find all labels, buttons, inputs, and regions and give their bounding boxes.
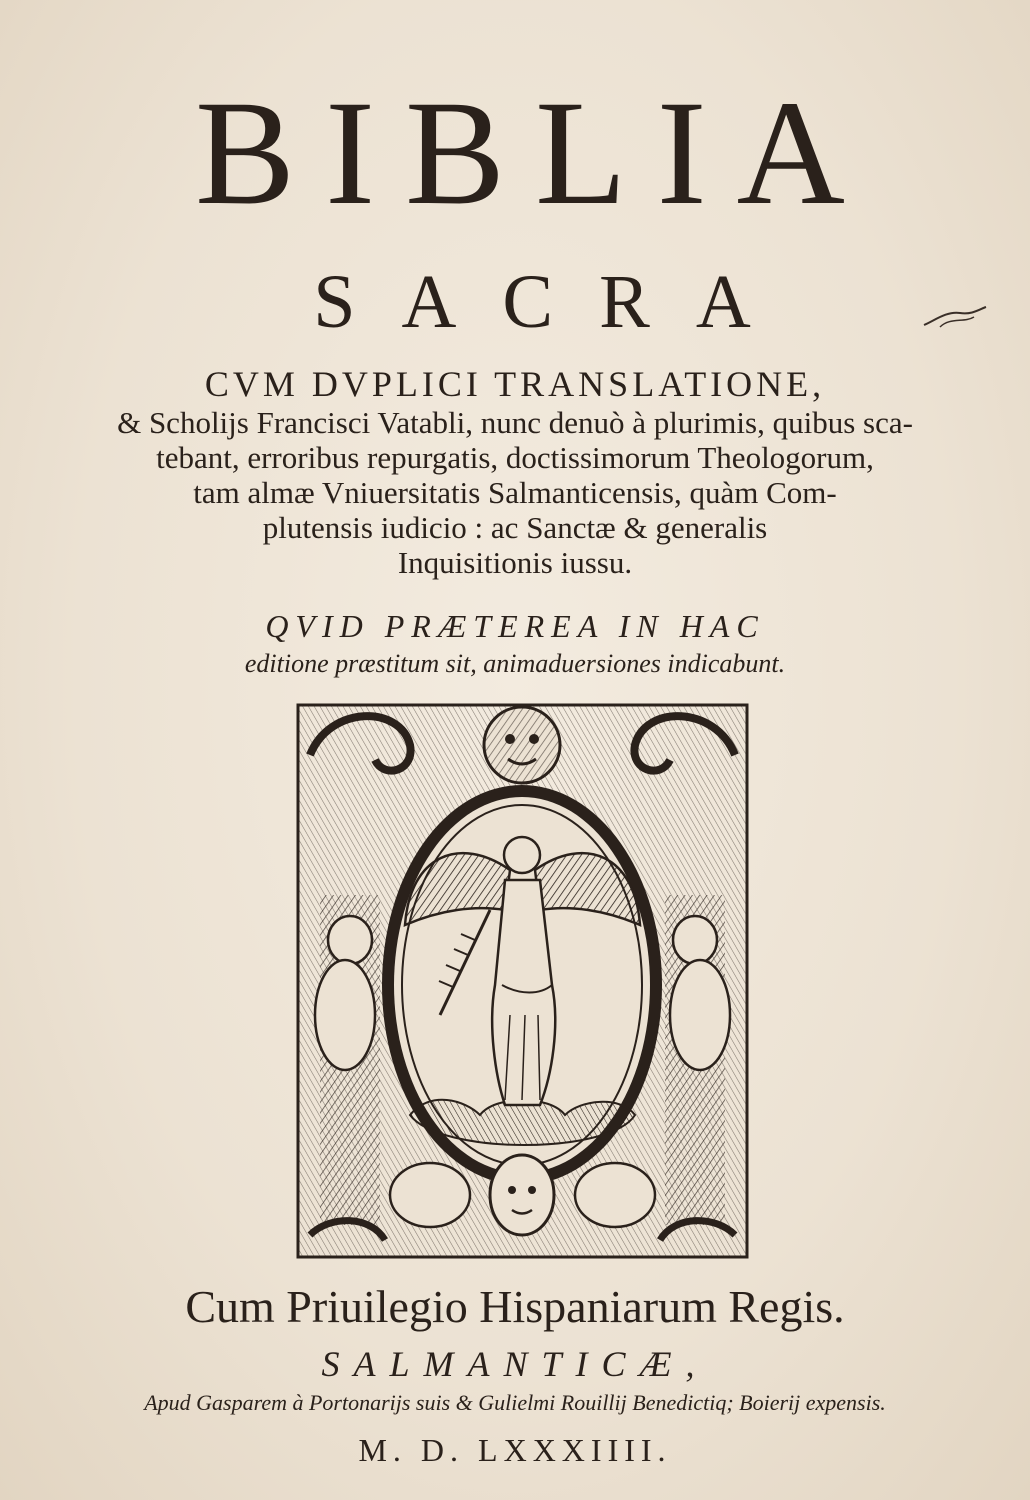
subtitle-line: tebant, erroribus repurgatis, doctissimorum Theologorum, (156, 440, 874, 475)
privilege-line: Cum Priuilegio Hispaniarum Regis. (185, 1281, 845, 1332)
edition-note-heading: QVID PRÆTEREA IN HAC (265, 608, 765, 644)
woodcut-angel-frame-icon (290, 695, 755, 1265)
place-line: SALMANTICÆ, (321, 1344, 709, 1384)
title-sacra: SACRA (313, 260, 797, 344)
subtitle-line: tam almæ Vniuersitatis Salmanticensis, quàm Com- (193, 475, 837, 510)
title-biblia: BIBLIA (195, 70, 875, 236)
printer-line: Apud Gasparem à Portonarijs suis & Gulielmi Rouillij Benedictiq; Boierij expensis. (144, 1390, 886, 1415)
subtitle-line: Inquisitionis iussu. (397, 545, 633, 580)
ink-mark-icon (920, 303, 990, 333)
publication-year: M. D. LXXXIIII. (358, 1432, 672, 1468)
subtitle-line: & Scholijs Francisci Vatabli, nunc denuò à plurimis, quibus sca- (117, 405, 913, 440)
subtitle-line: plutensis iudicio : ac Sanctæ & generalis (262, 510, 768, 545)
subtitle-heading: CVM DVPLICI TRANSLATIONE, (204, 364, 826, 404)
subtitle-text (0, 405, 1030, 580)
edition-note-text: editione præstitum sit, animaduersiones indicabunt. (244, 649, 786, 678)
